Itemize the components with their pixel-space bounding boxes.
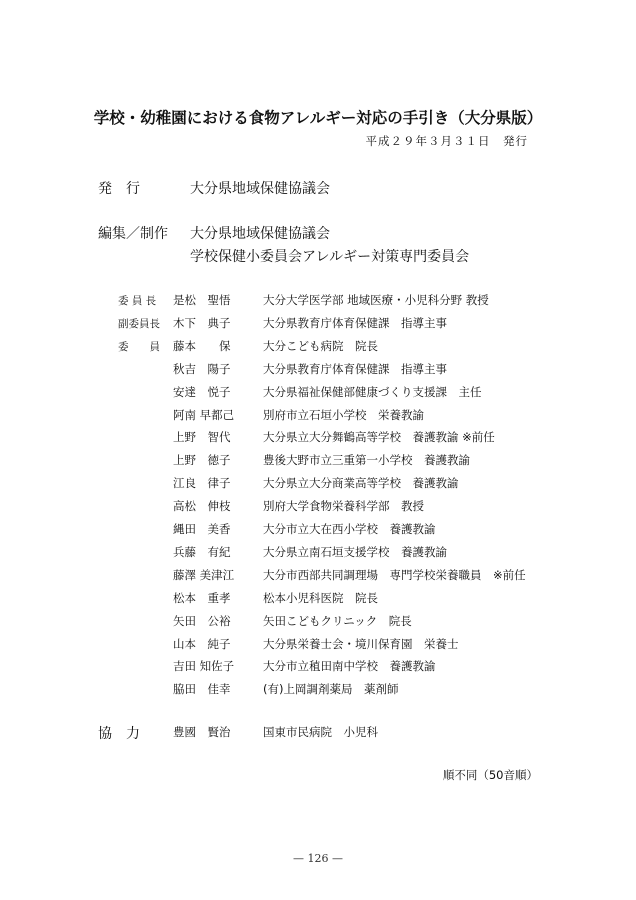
member-affiliation: 豊後大野市立三重第一小学校 養護教諭	[263, 453, 470, 467]
member-name: 松本 重孝	[173, 591, 231, 605]
cooperation-affiliation: 国東市民病院 小児科	[263, 725, 378, 739]
member-affiliation: 大分県教育庁体育保健課 指導主事	[263, 316, 447, 330]
member-name: 矢田 公裕	[173, 614, 231, 628]
member-name: 高松 伸枝	[173, 499, 231, 513]
member-name: 山本 純子	[173, 637, 231, 651]
member-affiliation: 大分こども病院 院長	[263, 339, 378, 353]
member-name: 吉田 知佐子	[173, 659, 235, 673]
issue-date: 平成２９年３月３１日 発行	[365, 134, 528, 148]
member-name: 上野 智代	[173, 430, 231, 444]
member-name: 藤澤 美津江	[173, 568, 235, 582]
cooperation-name: 豊國 賢治	[173, 725, 231, 739]
member-affiliation: 松本小児科医院 院長	[263, 591, 378, 605]
editor-line: 大分県地域保健協議会	[190, 226, 330, 242]
member-role: 委 員 長	[118, 295, 157, 307]
member-affiliation: 別府市立石垣小学校 栄養教諭	[263, 408, 424, 422]
document-title: 学校・幼稚園における食物アレルギー対応の手引き（大分県版）	[93, 109, 543, 127]
editor-label: 編集／制作	[98, 226, 168, 242]
member-affiliation: 大分市西部共同調理場 専門学校栄養職員 ※前任	[263, 568, 526, 582]
member-affiliation: (有)上岡調剤薬局 薬剤師	[263, 682, 399, 696]
member-name: 縄田 美香	[173, 522, 231, 536]
publisher-label: 発 行	[98, 181, 140, 197]
member-affiliation: 矢田こどもクリニック 院長	[263, 614, 412, 628]
publisher-value: 大分県地域保健協議会	[190, 181, 330, 197]
member-role: 副委員長	[118, 318, 160, 330]
member-name: 是松 聖悟	[173, 293, 231, 307]
member-role: 委 員	[118, 341, 160, 353]
member-name: 江良 律子	[173, 476, 231, 490]
member-affiliation: 大分県立大分舞鶴高等学校 養護教諭 ※前任	[263, 430, 495, 444]
member-name: 阿南 早都己	[173, 408, 235, 422]
cooperation-label: 協 力	[98, 726, 140, 742]
editor-line: 学校保健小委員会アレルギー対策専門委員会	[190, 249, 470, 265]
member-affiliation: 大分大学医学部 地域医療・小児科分野 教授	[263, 293, 489, 307]
member-affiliation: 別府大学食物栄養科学部 教授	[263, 499, 424, 513]
member-affiliation: 大分県栄養士会・境川保育園 栄養士	[263, 637, 459, 651]
member-name: 木下 典子	[173, 316, 231, 330]
member-affiliation: 大分県立南石垣支援学校 養護教諭	[263, 545, 447, 559]
order-note: 順不同（50音順）	[442, 768, 538, 782]
member-name: 兵藤 有紀	[173, 545, 231, 559]
member-name: 秋吉 陽子	[173, 362, 231, 376]
member-name: 脇田 佳幸	[173, 682, 231, 696]
member-name: 安達 悦子	[173, 385, 231, 399]
member-affiliation: 大分県立大分商業高等学校 養護教諭	[263, 476, 459, 490]
member-name: 藤本 保	[173, 339, 231, 353]
page-number: — 126 —	[293, 852, 343, 865]
member-affiliation: 大分市立大在西小学校 養護教諭	[263, 522, 436, 536]
member-name: 上野 徳子	[173, 453, 231, 467]
member-affiliation: 大分市立稙田南中学校 養護教諭	[263, 659, 436, 673]
member-affiliation: 大分県教育庁体育保健課 指導主事	[263, 362, 447, 376]
member-affiliation: 大分県福祉保健部健康づくり支援課 主任	[263, 385, 482, 399]
